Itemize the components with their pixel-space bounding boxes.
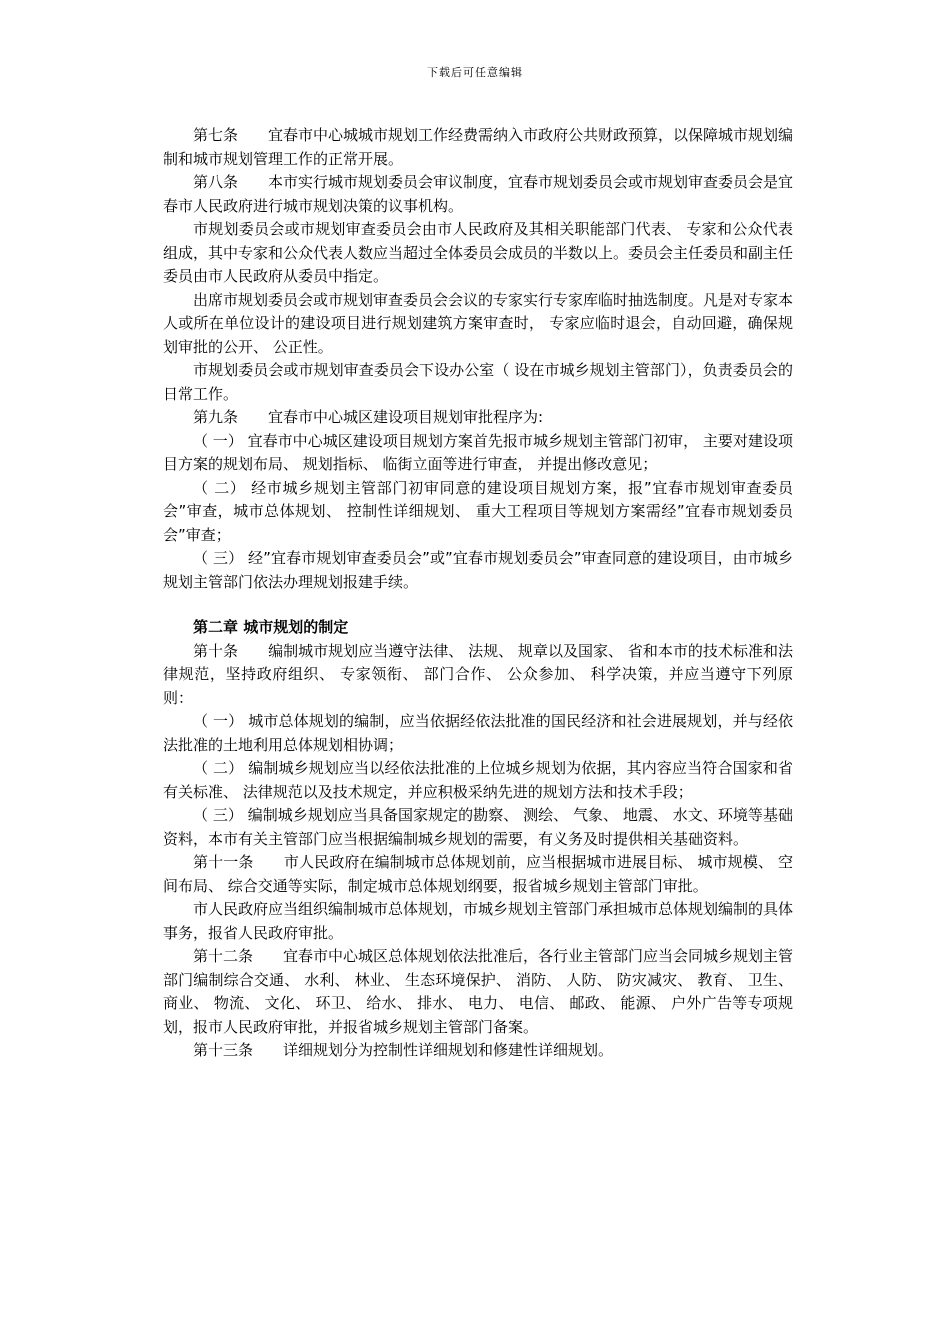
article-8-office: 市规划委员会或市规划审查委员会下设办公室（ 设在市城乡规划主管部门），负责委员会的日常工作。 bbox=[163, 361, 793, 403]
article-8-expert-selection: 出席市规划委员会或市规划审查委员会会议的专家实行专家库临时抽选制度。凡是对专家本人或所在单位设计的建设项目进行规划建筑方案审查时， 专家应临时退会，自动回避，确保规划审批的公开、 公正性。 bbox=[163, 290, 794, 356]
document-body bbox=[163, 124, 793, 1063]
article-11: 第十一条 市人民政府在编制城市总体规划前，应当根据城市进展目标、 城市规模、 空间布局、 综合交通等实际，制定城市总体规划纲要，报省城乡规划主管部门审批。 bbox=[163, 853, 793, 895]
article-9-item-1: （ 一） 宜春市中心城区建设项目规划方案首先报市城乡规划主管部门初审， 主要对建设项目方案的规划布局、 规划指标、 临街立面等进行审查， 并提出修改意见； bbox=[163, 431, 793, 473]
article-9: 第九条 宜春市中心城区建设项目规划审批程序为: bbox=[193, 408, 544, 426]
article-10-item-1: （ 一） 城市总体规划的编制，应当依据经依法批准的国民经济和社会进展规划，并与经依法批准的土地利用总体规划相协调； bbox=[163, 712, 793, 754]
article-10-item-2: （ 二） 编制城乡规划应当以经依法批准的上位城乡规划为依据，其内容应当符合国家和省有关标准、 法律规范以及技术规定，并应积极采纳先进的规划方法和技术手段； bbox=[163, 759, 793, 801]
article-11-paragraph-2: 市人民政府应当组织编制城市总体规划，市城乡规划主管部门承担城市总体规划编制的具体事务，报省人民政府审批。 bbox=[163, 900, 794, 942]
article-8: 第八条 本市实行城市规划委员会审议制度，宜春市规划委员会或市规划审查委员会是宜春市人民政府进行城市规划决策的议事机构。 bbox=[163, 173, 794, 215]
article-13: 第十三条 详细规划分为控制性详细规划和修建性详细规划。 bbox=[193, 1041, 614, 1059]
chapter-title: 第二章 城市规划的制定 bbox=[193, 618, 349, 636]
article-10: 第十条 编制城市规划应当遵守法律、 法规、 规章以及国家、 省和本市的技术标准和法律规范，坚持政府组织、 专家领衔、 部门合作、 公众参加、 科学决策，并应当遵守下列原则： bbox=[163, 641, 793, 707]
article-10-item-3: （ 三） 编制城乡规划应当具备国家规定的勘察、 测绘、 气象、 地震、 水文、环境等基础资料，本市有关主管部门应当根据编制城乡规划的需要，有义务及时提供相关基础资料。 bbox=[163, 806, 793, 848]
article-7: 第七条 宜春市中心城城市规划工作经费需纳入市政府公共财政预算，以保障城市规划编制和城市规划管理工作的正常开展。 bbox=[163, 126, 794, 168]
article-8-committee-composition: 市规划委员会或市规划审查委员会由市人民政府及其相关职能部门代表、 专家和公众代表组成，其中专家和公众代表人数应当超过全体委员会成员的半数以上。委员会主任委员和副主任委员由市人民政府从委员中指定。 bbox=[163, 220, 794, 285]
article-12: 第十二条 宜春市中心城区总体规划依法批准后，各行业主管部门应当会同城乡规划主管部门编制综合交通、 水利、 林业、 生态环境保护、 消防、 人防、 防灾减灾、 教育、 卫生、 商业、 物流、 文化、 环卫、 给水、 排水、 电力、 电信、 邮政、 能源、 户外广告等专项规划，报市人民政府审批，并报省城乡规划主管部门备案。 bbox=[163, 947, 794, 1036]
article-9-item-2: （ 二） 经市城乡规划主管部门初审同意的建设项目规划方案，报”宜春市规划审查委员会”审查，城市总体规划、 控制性详细规划、 重大工程项目等规划方案需经”宜春市规划委员会”审查； bbox=[163, 478, 793, 544]
page-header: 下载后可任意编辑 bbox=[427, 66, 523, 79]
article-9-item-3: （ 三） 经”宜春市规划审查委员会”或”宜春市规划委员会”审查同意的建设项目，由市城乡规划主管部门依法办理规划报建手续。 bbox=[163, 549, 793, 591]
